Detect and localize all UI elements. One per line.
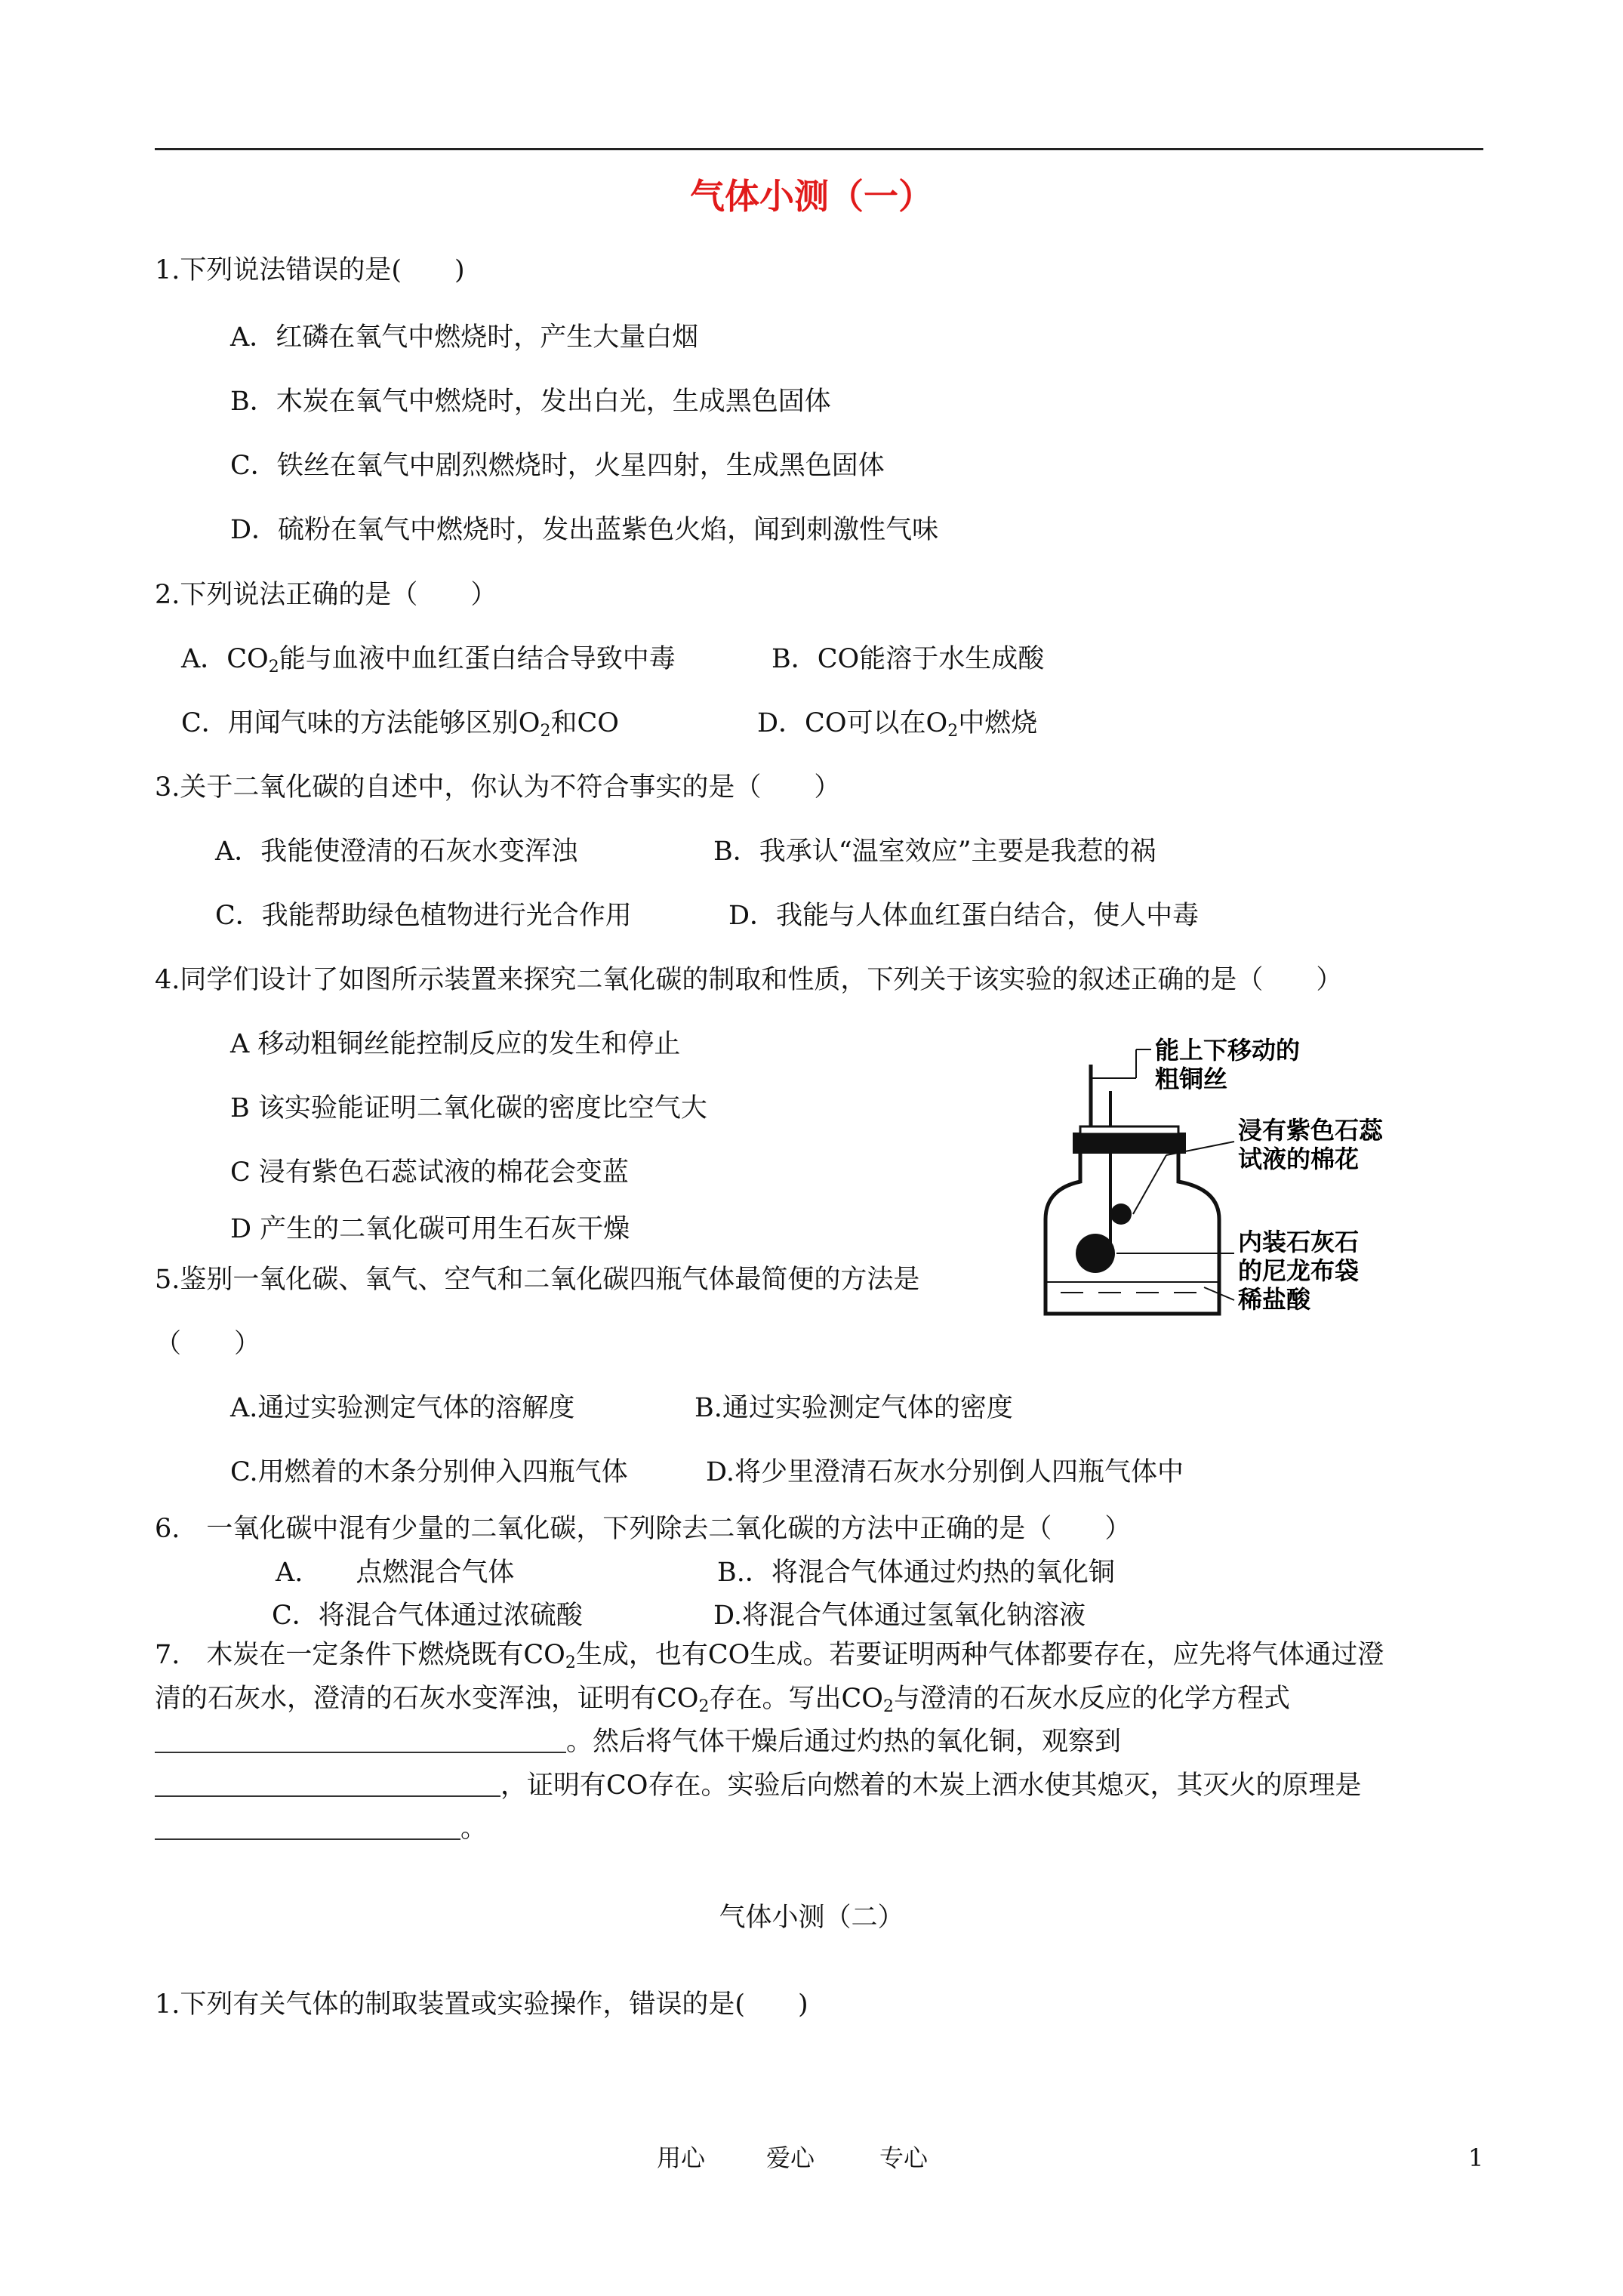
footer-word-3: 专心 — [879, 2143, 929, 2172]
q2-stem: 2.下列说法正确的是（ ） — [155, 580, 497, 610]
rubber-stopper — [1073, 1133, 1186, 1154]
section-title-2: 气体小测（二） — [719, 1903, 904, 1933]
q2-option-b: B．CO能溶于水生成酸 — [771, 644, 1045, 674]
page-number: 1 — [1468, 2143, 1484, 2172]
q6-option-c: C．将混合气体通过浓硫酸 — [272, 1601, 583, 1631]
q5-option-c: C.用燃着的木条分别伸入四瓶气体 — [230, 1457, 628, 1487]
q5-stem: 5.鉴别一氧化碳、氧气、空气和二氧化碳四瓶气体最简便的方法是 — [155, 1265, 920, 1295]
page-title: 气体小测（一） — [690, 176, 933, 217]
q1-option-b: B．木炭在氧气中燃烧时，发出白光，生成黑色固体 — [230, 387, 831, 417]
q2-option-d: D．CO可以在$O_2$中燃烧 — [757, 708, 1038, 741]
q7-line-3: 。然后将气体干燥后通过灼热的氧化铜，观察到 — [155, 1725, 1121, 1758]
q7-answer-blank-observation[interactable] — [155, 1773, 500, 1797]
q1-option-c: C．铁丝在氧气中剧烈燃烧时，火星四射，生成黑色固体 — [230, 451, 885, 481]
q2-option-c: C．用闻气味的方法能够区别$O_2$和CO — [181, 708, 619, 741]
q4-option-b: B 该实验能证明二氧化碳的密度比空气大 — [230, 1093, 707, 1123]
label-nylon-bag-1: 内装石灰石 — [1238, 1228, 1360, 1256]
q4-option-c: C 浸有紫色石蕊试液的棉花会变蓝 — [230, 1157, 629, 1188]
q1-option-d: D．硫粉在氧气中燃烧时，发出蓝紫色火焰，闻到刺激性气味 — [230, 515, 939, 545]
q2-option-a: A．$CO_2$能与血液中血红蛋白结合导致中毒 — [181, 644, 676, 676]
label-copper-wire-1: 能上下移动的 — [1155, 1036, 1301, 1065]
q6-stem: 6. 一氧化碳中混有少量的二氧化碳，下列除去二氧化碳的方法中正确的是（ ） — [155, 1514, 1132, 1544]
nylon-bag-limestone — [1076, 1234, 1115, 1273]
q3-option-b: B．我承认“温室效应”主要是我惹的祸 — [713, 837, 1156, 867]
litmus-cotton — [1110, 1203, 1132, 1225]
q1-stem: 1.下列说法错误的是( ) — [155, 255, 465, 285]
label-litmus-cotton-2: 试液的棉花 — [1238, 1145, 1360, 1173]
part2-q1-stem: 1.下列有关气体的制取装置或实验操作，错误的是( ) — [155, 1989, 808, 2020]
label-litmus-cotton-1: 浸有紫色石蕊 — [1238, 1116, 1384, 1145]
q7-line-1: 7. 木炭在一定条件下燃烧既有$CO_2$生成，也有CO生成。若要证明两种气体都要存在，应先将气体通过澄 — [155, 1640, 1384, 1672]
q6-option-d: D.将混合气体通过氢氧化钠溶液 — [713, 1601, 1086, 1631]
q4-option-d: D 产生的二氧化碳可用生石灰干燥 — [230, 1214, 630, 1244]
q7-line-4: ，证明有CO存在。实验后向燃着的木炭上洒水使其熄灭，其灭火的原理是 — [155, 1769, 1361, 1802]
q6-option-a: A. 点燃混合气体 — [276, 1558, 515, 1588]
q3-option-c: C．我能帮助绿色植物进行光合作用 — [215, 901, 632, 931]
q3-option-a: A．我能使澄清的石灰水变浑浊 — [215, 837, 578, 867]
q4-stem: 4.同学们设计了如图所示装置来探究二氧化碳的制取和性质，下列关于该实验的叙述正确的是（ ） — [155, 965, 1343, 995]
label-dilute-hcl: 稀盐酸 — [1238, 1285, 1311, 1314]
q7-line-2: 清的石灰水，澄清的石灰水变浑浊，证明有$CO_2$存在。写出$CO_2$与澄清的石灰水反应的化学方程式 — [155, 1684, 1290, 1716]
header-rule — [155, 148, 1483, 150]
q1-option-a: A．红磷在氧气中燃烧时，产生大量白烟 — [230, 322, 699, 353]
q5-option-b: B.通过实验测定气体的密度 — [694, 1393, 1013, 1423]
q5-option-d: D.将少里澄清石灰水分别倒人四瓶气体中 — [706, 1457, 1184, 1487]
co2-apparatus-figure — [1023, 1027, 1408, 1329]
jar-outline — [1046, 1154, 1219, 1314]
q7-answer-blank-equation[interactable] — [155, 1729, 566, 1753]
q3-option-d: D．我能与人体血红蛋白结合，使人中毒 — [728, 901, 1200, 931]
q5-option-a: A.通过实验测定气体的溶解度 — [230, 1393, 575, 1423]
footer-word-2: 爱心 — [766, 2143, 815, 2172]
label-copper-wire-2: 粗铜丝 — [1155, 1065, 1228, 1093]
q6-option-b: B.．将混合气体通过灼热的氧化铜 — [717, 1558, 1115, 1588]
q3-stem: 3.关于二氧化碳的自述中，你认为不符合事实的是（ ） — [155, 772, 841, 803]
footer-word-1: 用心 — [657, 2143, 706, 2172]
q4-option-a: A 移动粗铜丝能控制反应的发生和停止 — [230, 1029, 681, 1059]
q5-paren: （ ） — [155, 1329, 261, 1359]
q7-line-5: 。 — [155, 1812, 487, 1845]
label-nylon-bag-2: 的尼龙布袋 — [1238, 1256, 1360, 1285]
q7-answer-blank-principle[interactable] — [155, 1816, 460, 1840]
